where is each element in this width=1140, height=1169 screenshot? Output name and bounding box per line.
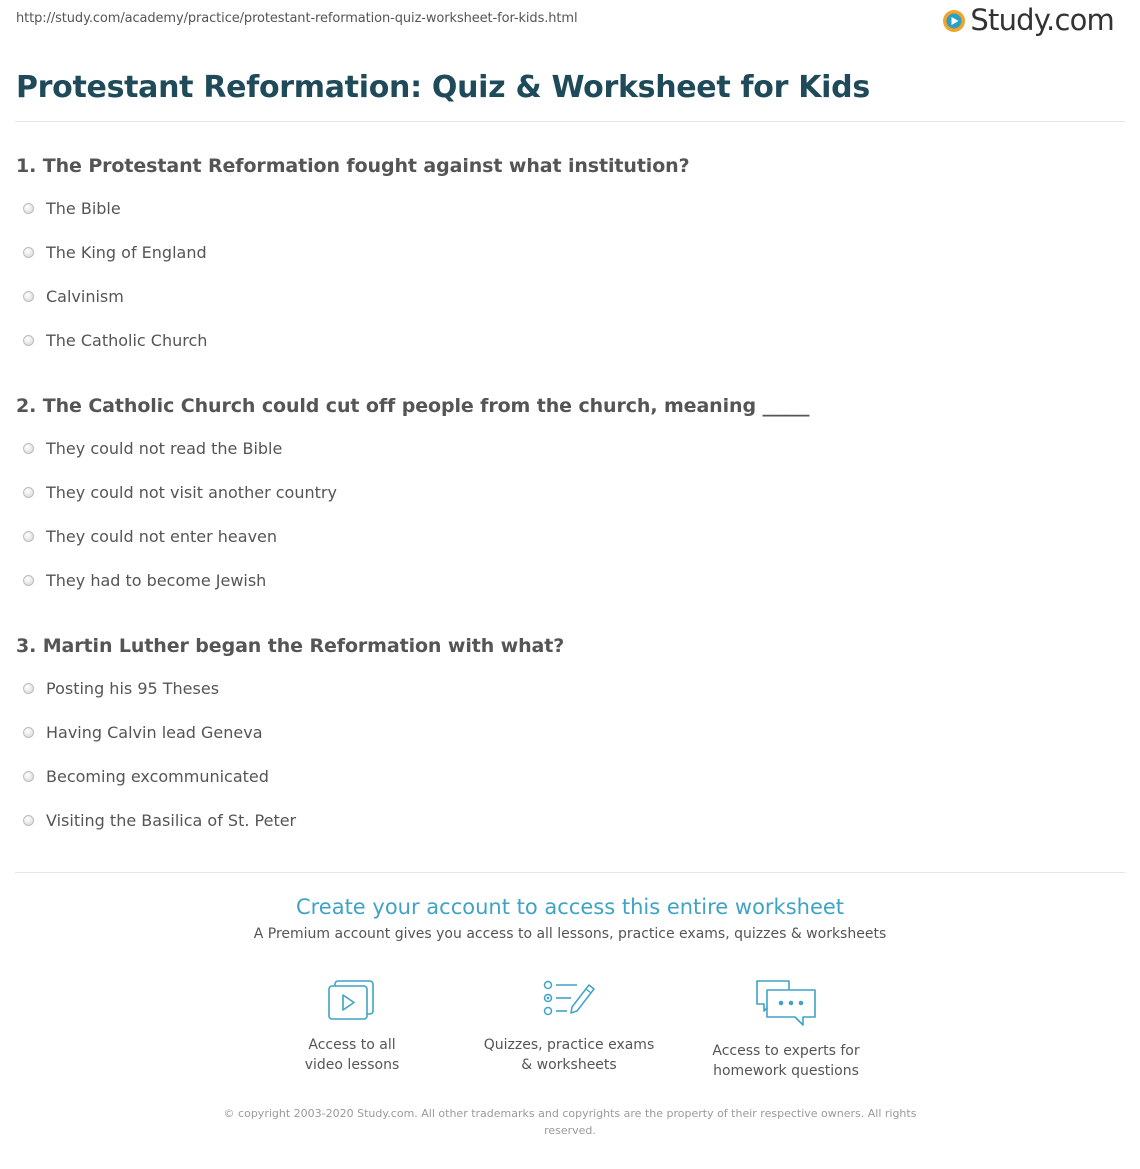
feature-label: Access to all video lessons [304,1037,400,1073]
radio-button[interactable] [23,683,34,694]
radio-button[interactable] [23,531,34,542]
answer-option[interactable]: Visiting the Basilica of St. Peter [23,811,296,830]
answer-option[interactable]: They had to become Jewish [23,571,266,590]
study-logo-text: Study.com [970,3,1114,37]
answer-option[interactable]: The King of England [23,243,207,262]
study-logo[interactable] [942,3,1114,37]
feature-quizzes [469,977,669,1075]
study-logo-icon [942,9,966,33]
answer-option[interactable]: Posting his 95 Theses [23,679,219,698]
radio-button[interactable] [23,727,34,738]
answer-option[interactable]: Becoming excommunicated [23,767,269,786]
page-title: Protestant Reformation: Quiz & Worksheet for Kids [16,70,870,105]
quiz-checklist-icon [541,977,597,1023]
feature-experts [686,977,886,1081]
feature-label: Access to experts for homework questions [712,1043,860,1079]
radio-button[interactable] [23,487,34,498]
question-2: 2. The Catholic Church could cut off people from the church, meaning _____ [16,395,810,417]
radio-button[interactable] [23,247,34,258]
chat-bubbles-icon [753,977,819,1029]
question-1: 1. The Protestant Reformation fought against what institution? [16,155,690,177]
radio-button[interactable] [23,815,34,826]
video-lessons-icon [326,977,378,1023]
radio-button[interactable] [23,203,34,214]
page-url: http://study.com/academy/practice/protestant-reformation-quiz-worksheet-for-kids.html [16,11,578,26]
divider [15,872,1125,873]
answer-option[interactable]: They could not enter heaven [23,527,277,546]
feature-label: Quizzes, practice exams & worksheets [483,1037,655,1073]
radio-button[interactable] [23,291,34,302]
radio-button[interactable] [23,771,34,782]
divider [15,121,1125,122]
answer-option[interactable]: They could not visit another country [23,483,337,502]
answer-option[interactable]: The Catholic Church [23,331,207,350]
question-3: 3. Martin Luther began the Reformation with what? [16,635,565,657]
answer-option[interactable]: Calvinism [23,287,124,306]
radio-button[interactable] [23,443,34,454]
cta-subtitle: A Premium account gives you access to all lessons, practice exams, quizzes & worksheets [253,926,887,942]
feature-video-lessons [252,977,452,1075]
radio-button[interactable] [23,335,34,346]
radio-button[interactable] [23,575,34,586]
copyright-notice: © copyright 2003-2020 Study.com. All other trademarks and copyrights are the property of their respective owners. All rights reserved. [223,1107,917,1137]
create-account-link[interactable]: Create your account to access this entire worksheet [295,895,845,919]
answer-option[interactable]: They could not read the Bible [23,439,282,458]
answer-option[interactable]: The Bible [23,199,121,218]
answer-option[interactable]: Having Calvin lead Geneva [23,723,263,742]
